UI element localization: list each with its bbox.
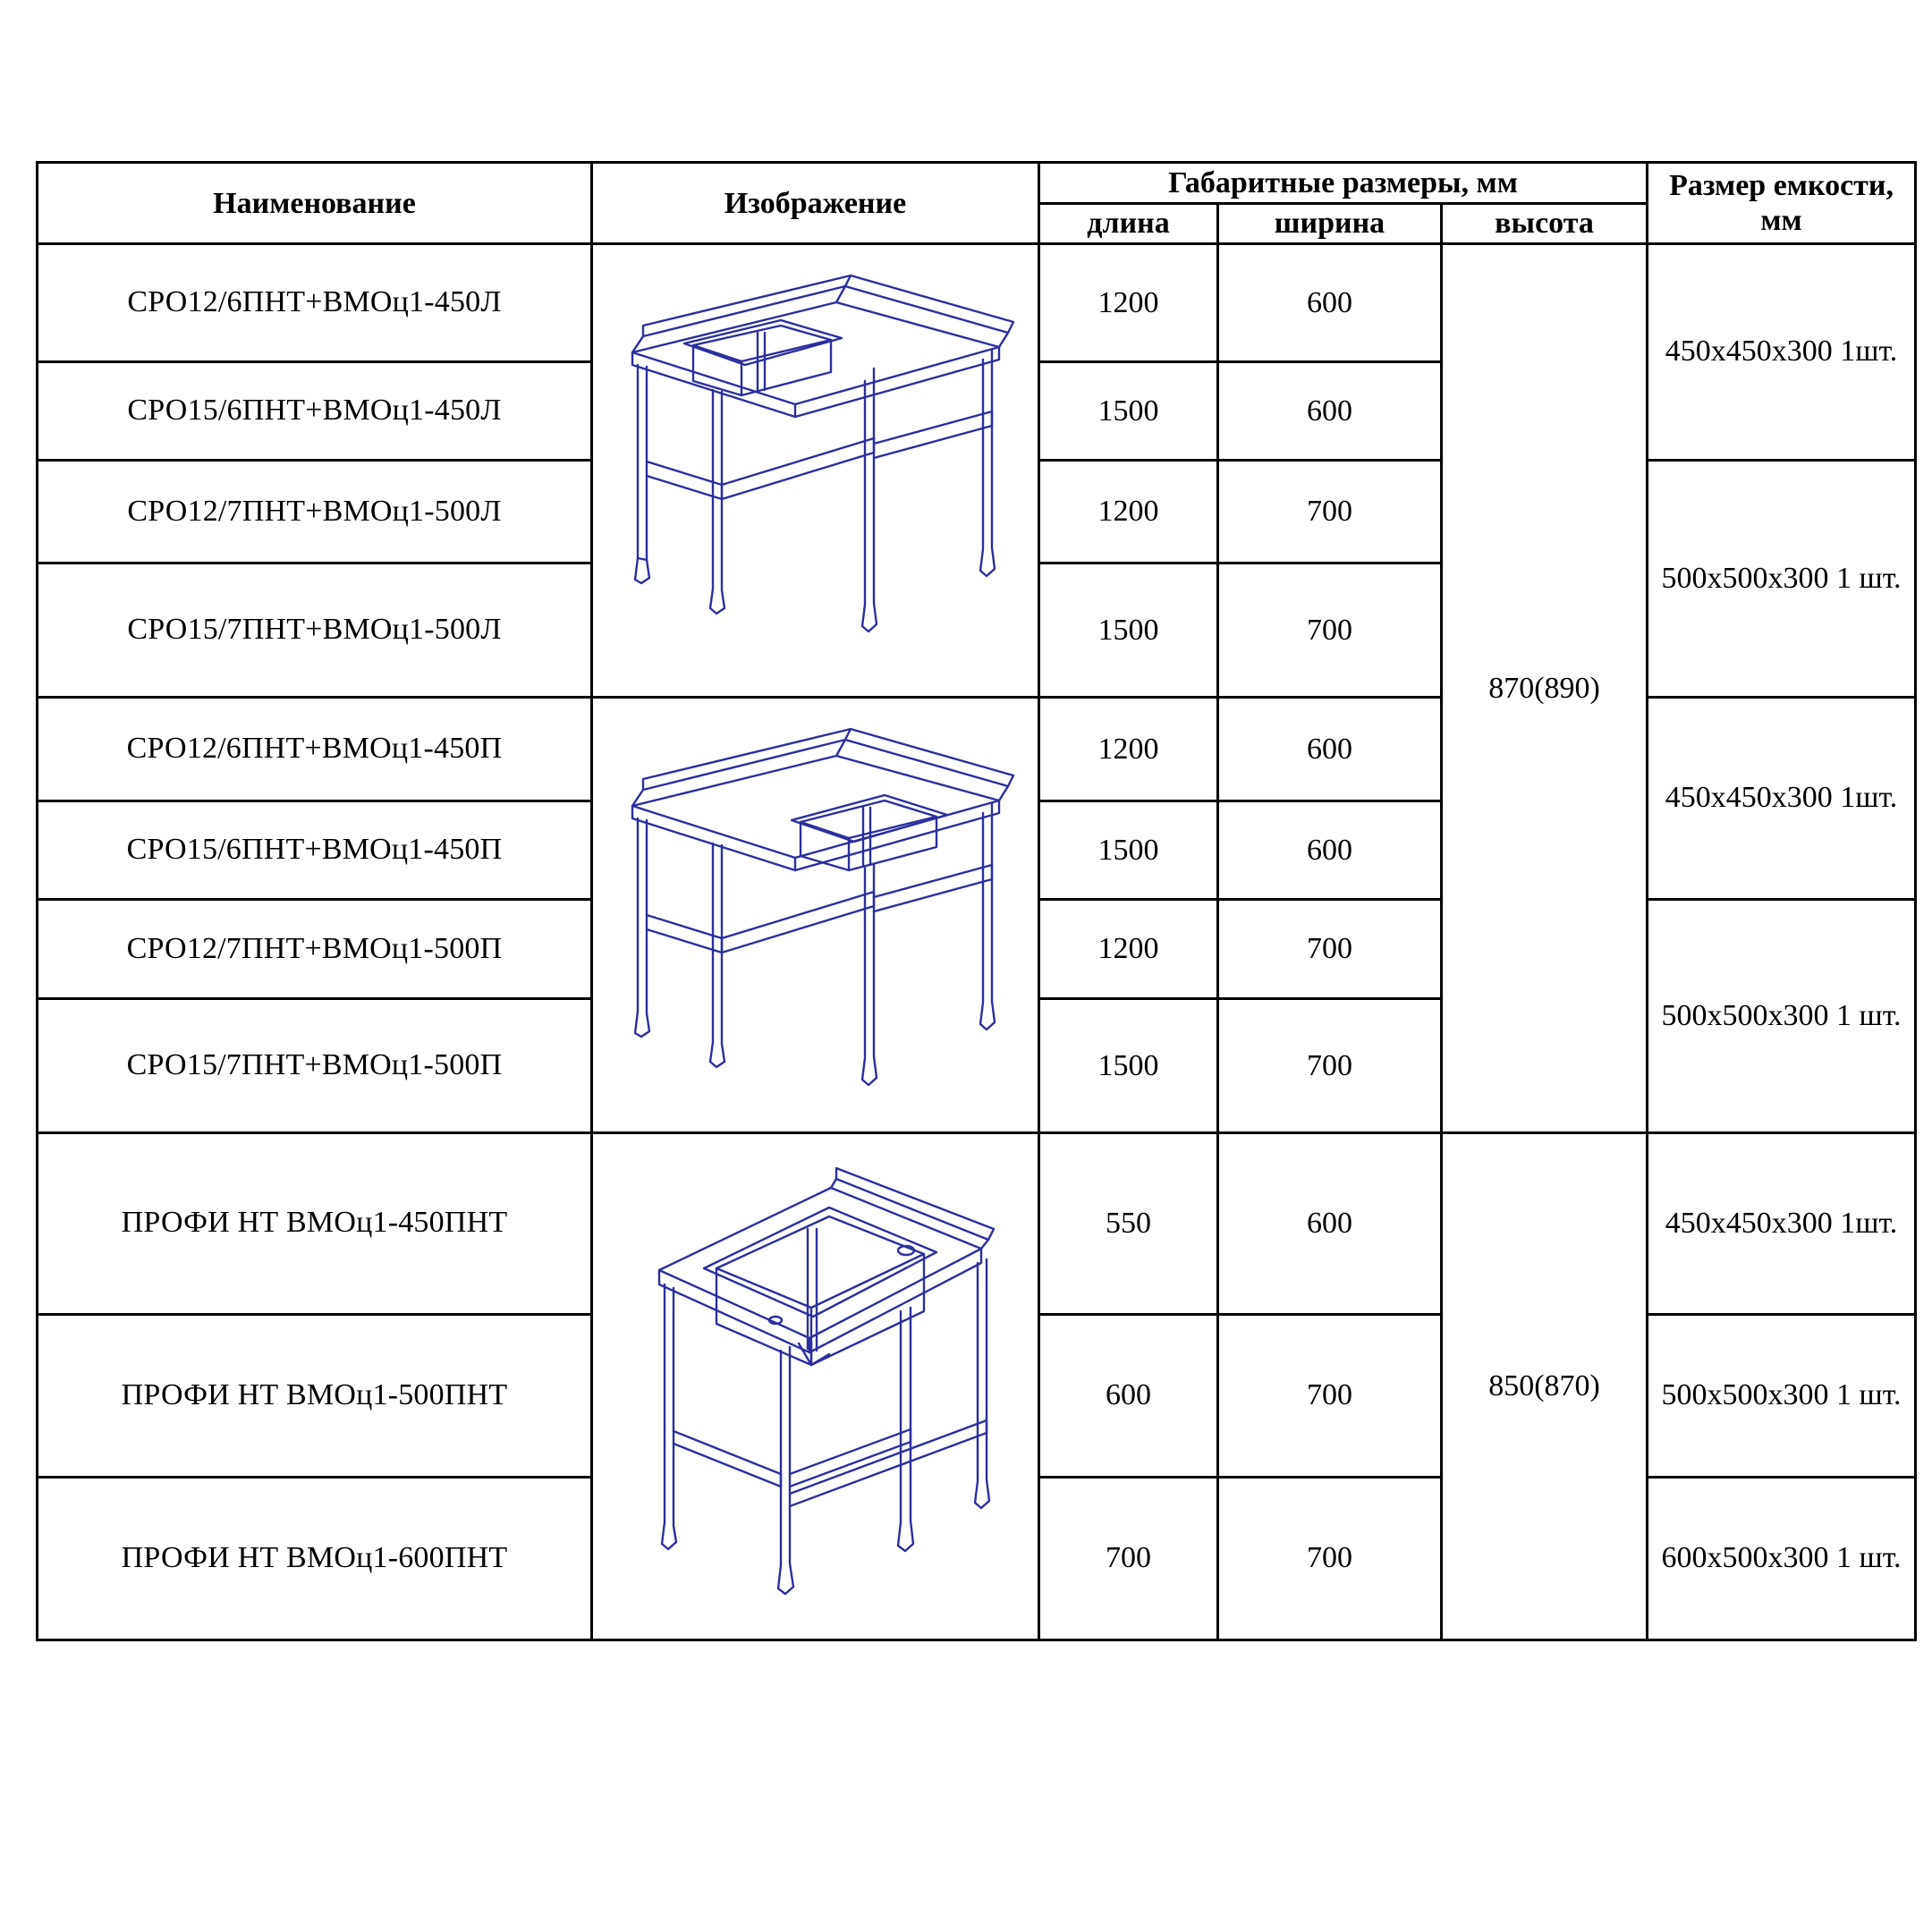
width-value: 700 xyxy=(1218,1477,1442,1640)
capacity-value: 600x500x300 1 шт. xyxy=(1648,1477,1916,1640)
width-value: 700 xyxy=(1218,900,1442,999)
header-name: Наименование xyxy=(38,163,592,244)
product-image-left-sink xyxy=(592,244,1039,698)
product-name: СРО12/7ПНТ+ВМОц1-500Л xyxy=(38,461,592,564)
capacity-value: 450x450x300 1шт. xyxy=(1648,698,1916,900)
length-value: 1200 xyxy=(1039,900,1218,999)
length-value: 550 xyxy=(1039,1133,1218,1315)
product-image-right-sink xyxy=(592,698,1039,1133)
length-value: 1500 xyxy=(1039,999,1218,1133)
product-name: СРО15/7ПНТ+ВМОц1-500П xyxy=(38,999,592,1133)
width-value: 600 xyxy=(1218,244,1442,362)
height-value-group-top: 870(890) xyxy=(1442,244,1648,1133)
capacity-value: 500x500x300 1 шт. xyxy=(1648,1314,1916,1477)
table-row xyxy=(38,1133,1916,1315)
width-value: 700 xyxy=(1218,564,1442,698)
height-value-group-bottom: 850(870) xyxy=(1442,1133,1648,1640)
right-sink-drawing xyxy=(598,700,1032,1130)
product-name: СРО12/6ПНТ+ВМОц1-450Л xyxy=(38,244,592,362)
header-length: длина xyxy=(1039,204,1218,244)
width-value: 700 xyxy=(1218,1314,1442,1477)
specification-table xyxy=(36,161,1917,1641)
product-image-single-sink xyxy=(592,1133,1039,1640)
length-value: 1200 xyxy=(1039,461,1218,564)
header-image: Изображение xyxy=(592,163,1039,244)
product-name: СРО12/7ПНТ+ВМОц1-500П xyxy=(38,900,592,999)
length-value: 1200 xyxy=(1039,698,1218,801)
table-body xyxy=(38,244,1916,1640)
header-row-1 xyxy=(38,163,1916,204)
length-value: 1500 xyxy=(1039,362,1218,461)
width-value: 600 xyxy=(1218,1133,1442,1315)
width-value: 600 xyxy=(1218,698,1442,801)
capacity-value: 500x500x300 1 шт. xyxy=(1648,461,1916,698)
table-header xyxy=(38,163,1916,244)
capacity-value: 450x450x300 1шт. xyxy=(1648,244,1916,461)
single-sink-drawing xyxy=(598,1136,1032,1637)
header-overall-dimensions: Габаритные размеры, мм xyxy=(1039,163,1648,204)
product-name: СРО15/6ПНТ+ВМОц1-450П xyxy=(38,801,592,900)
length-value: 1200 xyxy=(1039,244,1218,362)
product-name: ПРОФИ НТ ВМОц1-500ПНТ xyxy=(38,1314,592,1477)
table-row xyxy=(38,244,1916,362)
width-value: 600 xyxy=(1218,362,1442,461)
width-value: 600 xyxy=(1218,801,1442,900)
length-value: 600 xyxy=(1039,1314,1218,1477)
header-height: высота xyxy=(1442,204,1648,244)
header-capacity: Размер емкости, мм xyxy=(1648,163,1916,244)
length-value: 1500 xyxy=(1039,801,1218,900)
product-name: ПРОФИ НТ ВМОц1-450ПНТ xyxy=(38,1133,592,1315)
capacity-value: 450x450x300 1шт. xyxy=(1648,1133,1916,1315)
product-name: СРО12/6ПНТ+ВМОц1-450П xyxy=(38,698,592,801)
width-value: 700 xyxy=(1218,999,1442,1133)
left-sink-drawing xyxy=(598,247,1032,694)
header-width: ширина xyxy=(1218,204,1442,244)
capacity-value: 500x500x300 1 шт. xyxy=(1648,900,1916,1133)
product-name: СРО15/6ПНТ+ВМОц1-450Л xyxy=(38,362,592,461)
length-value: 1500 xyxy=(1039,564,1218,698)
width-value: 700 xyxy=(1218,461,1442,564)
length-value: 700 xyxy=(1039,1477,1218,1640)
product-name: ПРОФИ НТ ВМОц1-600ПНТ xyxy=(38,1477,592,1640)
product-name: СРО15/7ПНТ+ВМОц1-500Л xyxy=(38,564,592,698)
